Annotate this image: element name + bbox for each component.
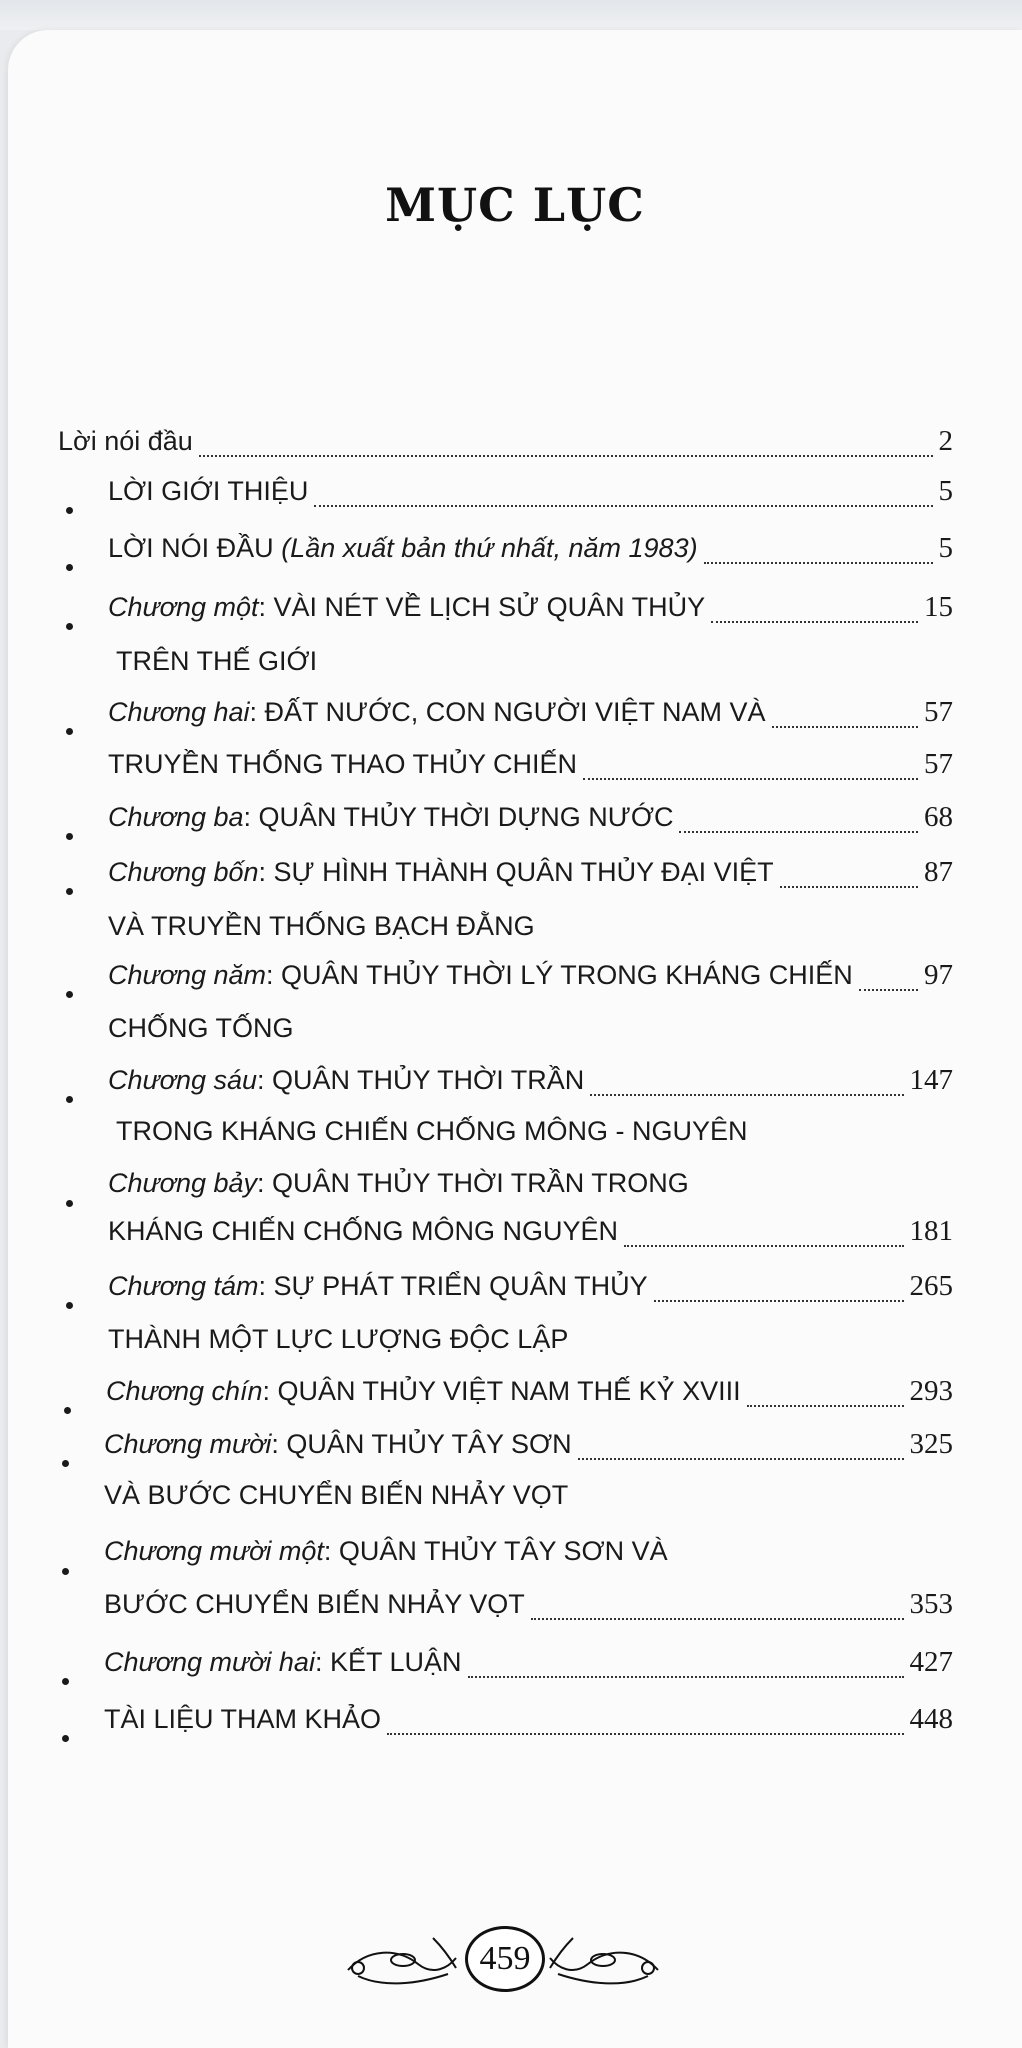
toc-entry-label: [108, 802, 673, 833]
toc-entry[interactable]: [108, 801, 953, 845]
entry-title: LỜI NÓI ĐẦU: [108, 533, 282, 563]
toc-entry[interactable]: [108, 696, 953, 740]
page-ref: 57: [924, 748, 953, 780]
chapter-prefix: Chương tám: [108, 1271, 259, 1301]
chapter-prefix: Chương mười hai: [104, 1647, 315, 1677]
entry-continuation: VÀ TRUYỀN THỐNG BẠCH ĐẰNG: [108, 911, 535, 941]
page-ref: 293: [909, 1375, 953, 1407]
entry-title: : QUÂN THỦY THỜI LÝ TRONG KHÁNG CHIẾN: [266, 960, 853, 990]
bullet-icon: [62, 1460, 69, 1467]
page-ref: 68: [924, 801, 953, 833]
toc-entry[interactable]: [108, 1064, 953, 1108]
toc-entry-label: [108, 1065, 584, 1096]
page-title: MỤC LỤC: [385, 178, 645, 232]
bullet-icon: [66, 623, 73, 630]
toc-entry[interactable]: [104, 1536, 953, 1580]
page-ref: 5: [938, 475, 953, 507]
toc-entry-label: [108, 592, 705, 623]
entry-continuation: THÀNH MỘT LỰC LƯỢNG ĐỘC LẬP: [108, 1324, 569, 1354]
bullet-icon: [66, 728, 73, 735]
entry-title: : ĐẤT NƯỚC, CON NGƯỜI VIỆT NAM VÀ: [249, 697, 766, 727]
dot-leader: [583, 778, 918, 780]
toc-entry[interactable]: [108, 959, 953, 1003]
chapter-prefix: Chương bảy: [108, 1168, 258, 1198]
bullet-icon: [66, 888, 73, 895]
page-number: 459: [465, 1926, 545, 1992]
entry-title: Lời nói đầu: [58, 426, 193, 456]
dot-leader: [531, 1618, 904, 1620]
toc-entry-label: [104, 1536, 668, 1567]
page-ref: 265: [909, 1270, 953, 1302]
toc-entry-label: [108, 1168, 689, 1199]
chapter-prefix: Chương chín: [106, 1376, 263, 1406]
toc-entry-label: [108, 533, 698, 564]
toc-entry[interactable]: [104, 1588, 953, 1632]
entry-title: : QUÂN THỦY TÂY SƠN VÀ: [323, 1536, 668, 1566]
entry-title: LỜI GIỚI THIỆU: [108, 476, 309, 506]
page-ref: 87: [924, 856, 953, 888]
entry-title: : QUÂN THỦY TÂY SƠN: [271, 1429, 572, 1459]
page-ref: 181: [909, 1215, 953, 1247]
table-of-contents: [8, 30, 1022, 2048]
bullet-icon: [66, 1096, 73, 1103]
toc-entry-label: [108, 960, 853, 991]
chapter-prefix: Chương hai: [108, 697, 250, 727]
entry-title: KHÁNG CHIẾN CHỐNG MÔNG NGUYÊN: [108, 1216, 619, 1246]
page-top-edge: [0, 0, 1022, 30]
entry-title: : KẾT LUẬN: [314, 1647, 462, 1677]
dot-leader: [387, 1733, 903, 1735]
entry-title: : QUÂN THỦY THỜI TRẦN: [257, 1065, 585, 1095]
bullet-icon: [66, 833, 73, 840]
dot-leader: [199, 455, 933, 457]
toc-entry[interactable]: [108, 1168, 953, 1212]
page-ref: 57: [924, 696, 953, 728]
entry-continuation: TRONG KHÁNG CHIẾN CHỐNG MÔNG - NGUYÊN: [116, 1116, 748, 1146]
page-ref: 5: [938, 532, 953, 564]
entry-continuation: TRÊN THẾ GIỚI: [116, 646, 318, 676]
entry-title: : QUÂN THỦY THỜI DỰNG NƯỚC: [243, 802, 674, 832]
bullet-icon: [64, 1407, 71, 1414]
toc-entry[interactable]: [58, 425, 953, 469]
toc-entry-label: [108, 1271, 648, 1302]
toc-entry-label: [104, 1647, 462, 1678]
toc-entry-label: [108, 857, 774, 888]
entry-continuation: CHỐNG TỐNG: [108, 1013, 294, 1043]
bullet-icon: [66, 1302, 73, 1309]
toc-entry[interactable]: [108, 856, 953, 900]
toc-entry[interactable]: [106, 1375, 953, 1419]
chapter-prefix: Chương mười một: [104, 1536, 324, 1566]
page-ref: 15: [924, 591, 953, 623]
chapter-prefix: Chương một: [108, 592, 259, 622]
bullet-icon: [66, 991, 73, 998]
chapter-prefix: Chương mười: [104, 1429, 272, 1459]
dot-leader: [704, 562, 933, 564]
dot-leader: [780, 886, 918, 888]
toc-entry-label: [58, 426, 193, 457]
bullet-icon: [62, 1735, 69, 1742]
dot-leader: [859, 989, 918, 991]
page-ref: 427: [909, 1646, 953, 1678]
page-ref: 325: [909, 1428, 953, 1460]
toc-entry[interactable]: [108, 591, 953, 635]
entry-title: : QUÂN THỦY VIỆT NAM THẾ KỶ XVIII: [262, 1376, 741, 1406]
toc-entry[interactable]: [104, 1703, 953, 1747]
entry-title: : VÀI NÉT VỀ LỊCH SỬ QUÂN THỦY: [258, 592, 706, 622]
chapter-prefix: Chương ba: [108, 802, 244, 832]
bullet-icon: [66, 507, 73, 514]
dot-leader: [747, 1405, 904, 1407]
toc-entry-label: [104, 1429, 572, 1460]
page-ref: 97: [924, 959, 953, 991]
page-ref: 353: [909, 1588, 953, 1620]
bullet-icon: [62, 1568, 69, 1575]
chapter-prefix: Chương bốn: [108, 857, 259, 887]
toc-entry[interactable]: [104, 1428, 953, 1472]
toc-entry-label: [108, 749, 577, 780]
page-ref: 448: [909, 1703, 953, 1735]
entry-title: TÀI LIỆU THAM KHẢO: [104, 1704, 382, 1734]
dot-leader: [654, 1300, 904, 1302]
toc-entry[interactable]: [108, 1270, 953, 1314]
entry-title: : SỰ PHÁT TRIỂN QUÂN THỦY: [258, 1271, 648, 1301]
dot-leader: [772, 726, 919, 728]
toc-entry[interactable]: [104, 1646, 953, 1690]
toc-entry-label: [104, 1589, 525, 1620]
entry-subtitle: (Lần xuất bản thứ nhất, năm 1983): [281, 533, 698, 563]
entry-title: TRUYỀN THỐNG THAO THỦY CHIẾN: [108, 749, 578, 779]
toc-entry-label: [104, 1704, 381, 1735]
bullet-icon: [62, 1678, 69, 1685]
bullet-icon: [66, 1200, 73, 1207]
dot-leader: [711, 621, 918, 623]
dot-leader: [468, 1676, 904, 1678]
toc-entry-label: [106, 1376, 741, 1407]
toc-entry[interactable]: [108, 748, 953, 792]
toc-entry-label: [108, 697, 766, 728]
book-page: [8, 30, 1022, 2048]
toc-entry[interactable]: [108, 1215, 953, 1259]
dot-leader: [590, 1094, 903, 1096]
dot-leader: [578, 1458, 904, 1460]
chapter-prefix: Chương năm: [108, 960, 267, 990]
chapter-prefix: Chương sáu: [108, 1065, 258, 1095]
page-ref: 147: [909, 1064, 953, 1096]
toc-entry-label: [108, 476, 308, 507]
dot-leader: [624, 1245, 903, 1247]
entry-title: : QUÂN THỦY THỜI TRẦN TRONG: [257, 1168, 689, 1198]
dot-leader: [314, 505, 932, 507]
bullet-icon: [66, 564, 73, 571]
entry-title: BƯỚC CHUYỂN BIẾN NHẢY VỌT: [104, 1589, 525, 1619]
page-ref: 2: [938, 425, 953, 457]
dot-leader: [679, 831, 918, 833]
toc-entry[interactable]: [108, 475, 953, 519]
toc-entry-label: [108, 1216, 618, 1247]
toc-entry[interactable]: [108, 532, 953, 576]
entry-continuation: VÀ BƯỚC CHUYỂN BIẾN NHẢY VỌT: [104, 1480, 569, 1510]
entry-title: : SỰ HÌNH THÀNH QUÂN THỦY ĐẠI VIỆT: [258, 857, 774, 887]
